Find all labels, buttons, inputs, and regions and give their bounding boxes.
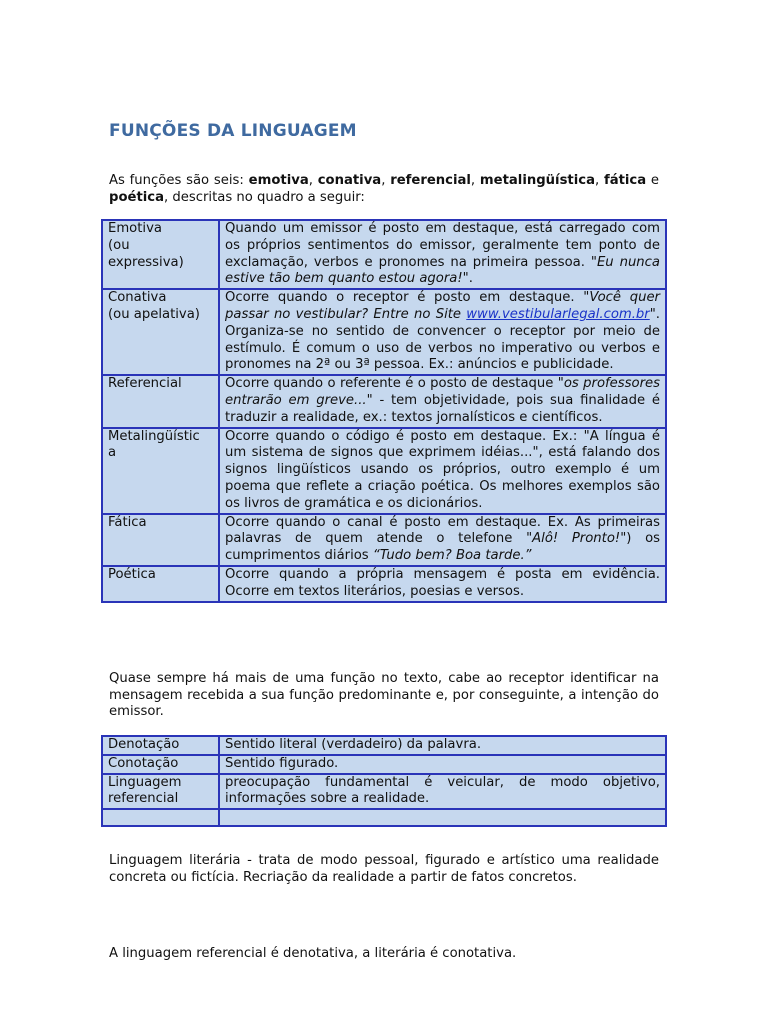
intro-bold-conativa: conativa: [317, 173, 382, 188]
table-row-empty: [102, 809, 666, 826]
function-name-cell: [102, 566, 219, 602]
definition-cell: Sentido literal (verdadeiro) da palavra.: [219, 736, 666, 755]
function-name: Poética: [108, 566, 156, 582]
table-row: [102, 755, 666, 774]
intro-text: As funções são seis:: [109, 173, 249, 188]
function-name: Emotiva (ou expressiva): [108, 221, 184, 270]
empty-cell: [102, 809, 219, 826]
function-name-cell: [102, 514, 219, 566]
function-name: Metalingüístic a: [108, 428, 200, 461]
function-desc-cell: [219, 375, 666, 427]
function-desc: Ocorre quando o código é posto em destaque. Ex.: "A língua é um sistema de signos que exprimem idéias...", está falando dos signos lingüísticos usando os próprios, outro exemplo é um poema que reflete a criação poética. Os melhores exemplos são os livros de gramática e os dicionários.: [225, 428, 660, 511]
paragraph-conclusion: A linguagem referencial é denotativa, a literária é conotativa.: [109, 946, 517, 961]
intro-sep: ,: [381, 173, 391, 188]
table-row: [102, 774, 666, 810]
table-row: [102, 566, 666, 602]
term-text: Linguagem referencial: [108, 774, 182, 807]
intro-text: , descritas no quadro a seguir:: [164, 189, 365, 205]
definitions-table: [101, 735, 667, 827]
function-example: os professores entrarão em greve...: [225, 376, 660, 408]
function-desc-end: ". Organiza-se no sentido de convencer o receptor por meio de estímulo. É comum o uso de verbos no imperativo ou verbos e pronomes na 2ª ou 3ª pessoa. Ex.: anúncios e publicidade.: [225, 306, 660, 373]
function-desc: Quando um emissor é posto em destaque, está carregado com os próprios sentimentos do emissor, geralmente tem ponto de exclamação, verbos e pronomes na primeira pessoa. ": [225, 221, 660, 270]
intro-sep: e: [646, 173, 660, 188]
term-cell: Denotação: [102, 736, 219, 755]
intro-bold-metalinguistica: metalingüística: [479, 173, 595, 188]
function-name-cell: [102, 428, 219, 514]
function-desc-cell: [219, 566, 666, 602]
function-desc-cell: [219, 428, 666, 514]
intro-paragraph: [109, 173, 659, 206]
function-desc-cell: [219, 289, 666, 375]
function-example: Eu nunca estive tão bem quanto estou agora!: [225, 254, 660, 287]
function-name-cell: [102, 289, 219, 375]
empty-cell: [219, 809, 666, 826]
intro-sep: ,: [470, 173, 480, 188]
paragraph-receptor: Quase sempre há mais de uma função no texto, cabe ao receptor identificar na mensagem recebida a sua função predominante e, por conseguinte, a intenção do emissor.: [109, 671, 659, 720]
function-desc: Ocorre quando o canal é posto em destaque. Ex. As primeiras palavras de quem atende o telefone ": [225, 514, 660, 547]
intro-bold-referencial: referencial: [390, 173, 471, 188]
definition-cell: Sentido figurado.: [219, 755, 666, 774]
page-title: FUNÇÕES DA LINGUAGEM: [109, 121, 357, 141]
function-name-cell: [102, 375, 219, 427]
function-desc: Ocorre quando a própria mensagem é posta em evidência. Ocorre em textos literários, poesias e versos.: [225, 566, 660, 599]
function-desc-end: " - tem objetividade, pois sua finalidade é traduzir a realidade, ex.: textos jornalísticos e científicos.: [225, 392, 660, 425]
function-desc: Ocorre quando o referente é o posto de destaque ": [225, 376, 564, 392]
function-desc-end: ".: [462, 271, 473, 287]
intro-sep: ,: [594, 173, 604, 188]
function-example: Alô! Pronto!: [532, 531, 621, 547]
functions-table: [101, 219, 667, 603]
term-cell: Conotação: [102, 755, 219, 774]
intro-bold-emotiva: emotiva: [248, 173, 309, 188]
function-example: Você quer passar no vestibular? Entre no Site: [225, 290, 660, 322]
definition-cell: preocupação fundamental é veicular, de modo objetivo, informações sobre a realidade.: [219, 774, 666, 810]
function-name: Fática: [108, 514, 147, 530]
table-row: [102, 375, 666, 427]
function-desc-cell: [219, 514, 666, 566]
intro-sep: ,: [308, 173, 318, 188]
function-desc: Ocorre quando o receptor é posto em destaque. ": [225, 290, 590, 306]
table-row: [102, 220, 666, 289]
site-link[interactable]: www.vestibularlegal.com.br: [466, 306, 650, 322]
table-row: [102, 736, 666, 755]
table-row: [102, 514, 666, 566]
function-example-2: “Tudo bem? Boa tarde.”: [372, 548, 532, 564]
paragraph-literaria: Linguagem literária - trata de modo pessoal, figurado e artístico uma realidade concreta ou fictícia. Recriação da realidade a partir de fatos concretos.: [109, 853, 659, 885]
function-name-cell: [102, 220, 219, 289]
term-cell: [102, 774, 219, 810]
function-desc-mid: ") os cumprimentos diários: [225, 531, 661, 564]
intro-bold-poetica: poética: [109, 189, 164, 205]
table-row: [102, 428, 666, 514]
function-name: Conativa (ou apelativa): [108, 290, 200, 322]
function-desc-cell: [219, 220, 666, 289]
table-row: [102, 289, 666, 375]
intro-bold-fatica: fática: [603, 173, 647, 188]
function-name: Referencial: [108, 376, 182, 392]
